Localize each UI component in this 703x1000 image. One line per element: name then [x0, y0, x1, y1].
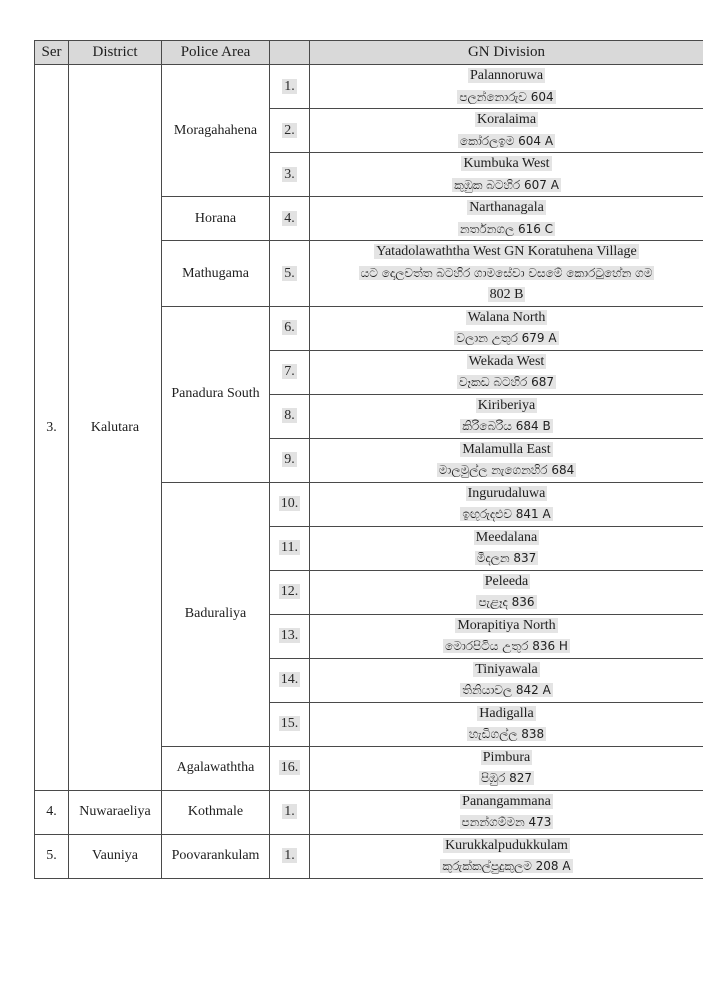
- gn-local-name: වෑකඩ බටහිර 687: [458, 375, 555, 389]
- gn-local-name: තිනියාවල 842 A: [462, 683, 551, 697]
- gn-local-name: මීදලන 837: [476, 551, 537, 565]
- gn-local-code: 802 B: [489, 287, 524, 302]
- gn-division-cell: [310, 241, 703, 307]
- row-number: 1.: [284, 78, 295, 94]
- header-district: District: [69, 41, 162, 65]
- row-number: 12.: [280, 584, 299, 600]
- row-number-cell: [270, 153, 310, 197]
- gn-division-cell: [310, 526, 703, 570]
- gn-division-cell: [310, 306, 703, 350]
- gn-division-cell: [310, 702, 703, 746]
- gn-division-cell: [310, 153, 703, 197]
- row-number: 16.: [280, 760, 299, 776]
- gn-local-name: කුඹුක බටහිර 607 A: [454, 177, 559, 192]
- gn-name: Morapitiya North: [457, 617, 556, 633]
- header-gn-division: GN Division: [310, 41, 703, 65]
- gn-name: Ingurudaluwa: [467, 485, 546, 501]
- gn-name: Kurukkalpudukkulam: [445, 837, 568, 853]
- gn-name: Meedalana: [475, 529, 538, 545]
- row-number-cell: [270, 350, 310, 394]
- row-number-cell: [270, 526, 310, 570]
- police-area-cell: Kothmale: [162, 790, 270, 834]
- gn-division-cell: [310, 570, 703, 614]
- gn-local-name: මාලමුල්ල නැගෙනහිර 684: [438, 463, 575, 477]
- police-area-cell: Mathugama: [162, 241, 270, 307]
- table-body: [35, 65, 703, 879]
- row-number: 13.: [280, 628, 299, 644]
- police-area-cell: Horana: [162, 197, 270, 241]
- gn-division-cell: [310, 394, 703, 438]
- gn-local-name: පනන්ගම්මන 473: [461, 815, 552, 829]
- row-number: 11.: [281, 540, 298, 556]
- row-number-cell: [270, 834, 310, 878]
- district-cell: Vauniya: [69, 834, 162, 878]
- gn-local-name: යට දොලවත්ත බටහිර ගාමසේවා වසමේ කොරටුහේන ගම: [360, 265, 653, 280]
- row-number: 14.: [280, 672, 299, 688]
- gn-local-name: පැළෑද 836: [478, 595, 535, 609]
- gn-local-name: නර්තනගල 616 C: [459, 221, 554, 236]
- row-number: 15.: [280, 716, 299, 732]
- district-cell: Kalutara: [69, 65, 162, 791]
- gn-name: Kumbuka West: [463, 156, 550, 171]
- gn-local-name: හැඩිගල්ල 838: [468, 727, 545, 741]
- gn-division-cell: [310, 790, 703, 834]
- ser-cell: 3.: [35, 65, 69, 791]
- police-area-cell: Moragahahena: [162, 65, 270, 197]
- gn-name: Yatadolawaththa West GN Koratuhena Village: [376, 244, 637, 259]
- gn-division-cell: [310, 834, 703, 878]
- row-number-cell: [270, 570, 310, 614]
- header-police-area: Police Area: [162, 41, 270, 65]
- police-area-cell: Agalawaththa: [162, 746, 270, 790]
- row-number-cell: [270, 394, 310, 438]
- gn-name: Peleeda: [484, 573, 529, 589]
- gn-name: Palannoruwa: [469, 68, 544, 83]
- gn-division-cell: [310, 746, 703, 790]
- gn-name: Walana North: [467, 309, 546, 325]
- header-number: [270, 41, 310, 65]
- gn-local-name: පිඹුර 827: [481, 771, 532, 785]
- gn-local-name: මොරපිටිය උතුර 836 H: [445, 639, 568, 653]
- gn-division-cell: [310, 658, 703, 702]
- gn-name: Hadigalla: [479, 705, 534, 721]
- row-number: 8.: [284, 408, 295, 424]
- row-number: 5.: [284, 265, 295, 281]
- row-number-cell: [270, 614, 310, 658]
- gn-local-name: ඉඟුරුදළුව 841 A: [462, 507, 551, 521]
- row-number-cell: [270, 109, 310, 153]
- gn-division-cell: [310, 197, 703, 241]
- ser-cell: 4.: [35, 790, 69, 834]
- row-number: 4.: [284, 210, 295, 226]
- row-number-cell: [270, 65, 310, 109]
- header-ser: Ser: [35, 41, 69, 65]
- gn-name: Malamulla East: [462, 441, 551, 457]
- gn-local-name: කෝරලඉම 604 A: [459, 133, 554, 148]
- table-row: [35, 65, 703, 109]
- row-number: 7.: [284, 364, 295, 380]
- row-number: 1.: [284, 804, 295, 820]
- gn-name: Wekada West: [468, 353, 545, 369]
- gn-division-cell: [310, 438, 703, 482]
- gn-name: Panangammana: [462, 793, 551, 809]
- table-header-row: [35, 41, 703, 65]
- police-area-cell: Baduraliya: [162, 482, 270, 746]
- row-number-cell: [270, 197, 310, 241]
- ser-cell: 5.: [35, 834, 69, 878]
- row-number-cell: [270, 306, 310, 350]
- row-number-cell: [270, 658, 310, 702]
- gn-name: Pimbura: [482, 749, 531, 765]
- gn-division-cell: [310, 614, 703, 658]
- gn-division-cell: [310, 482, 703, 526]
- row-number-cell: [270, 790, 310, 834]
- gn-local-name: කුරුක්කල්පුදුකුලම 208 A: [442, 859, 571, 873]
- row-number-cell: [270, 438, 310, 482]
- row-number: 6.: [284, 320, 295, 336]
- gn-local-name: වලාන උතුර 679 A: [456, 331, 557, 345]
- gn-local-name: පලන්නොරුව 604: [459, 89, 554, 104]
- row-number: 1.: [284, 848, 295, 864]
- row-number: 3.: [284, 166, 295, 182]
- gn-name: Koralaima: [476, 112, 537, 127]
- gn-division-cell: [310, 65, 703, 109]
- row-number: 10.: [280, 496, 299, 512]
- row-number: 9.: [284, 452, 295, 468]
- row-number-cell: [270, 241, 310, 307]
- district-cell: Nuwaraeliya: [69, 790, 162, 834]
- gn-division-cell: [310, 350, 703, 394]
- police-area-cell: Panadura South: [162, 306, 270, 482]
- row-number: 2.: [284, 122, 295, 138]
- gn-name: Tiniyawala: [475, 661, 538, 677]
- row-number-cell: [270, 746, 310, 790]
- row-number-cell: [270, 482, 310, 526]
- gn-division-cell: [310, 109, 703, 153]
- police-area-cell: Poovarankulam: [162, 834, 270, 878]
- gn-name: Narthanagala: [469, 200, 544, 215]
- row-number-cell: [270, 702, 310, 746]
- gn-local-name: කිරිබෙරිය 684 B: [462, 419, 551, 433]
- gn-name: Kiriberiya: [477, 397, 536, 413]
- gn-division-table: [34, 40, 703, 879]
- table-row: [35, 834, 703, 878]
- table-row: [35, 790, 703, 834]
